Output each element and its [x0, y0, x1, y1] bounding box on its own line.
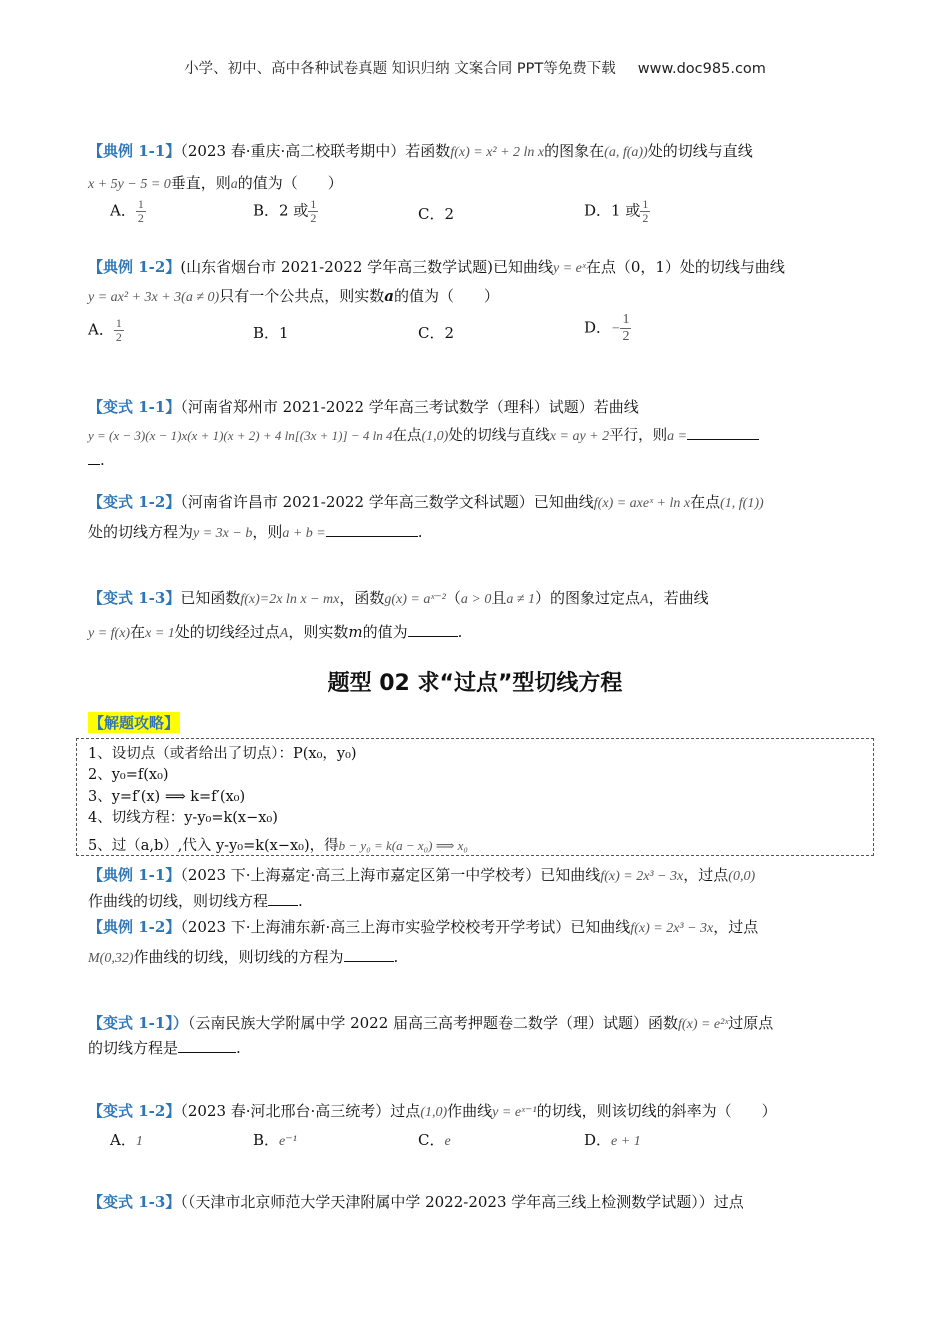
option-d[interactable]: D．e + 1 [584, 1131, 641, 1149]
option-c[interactable]: C．e [418, 1131, 451, 1149]
example-2-2-line1: 【典例 1-2】（2023 下·上海浦东新·高三上海市实验学校校考开学考试）已知曲线f(x) = 2x³ − 3x，过点 [88, 918, 759, 936]
answer-blank[interactable] [88, 450, 100, 465]
example-2-1-line1: 【典例 1-1】（2023 下·上海嘉定·高三上海市嘉定区第一中学校考）已知曲线f(x) = 2x³ − 3x，过点(0,0) [88, 866, 756, 884]
strategy-label: 【解题攻略】 [89, 714, 180, 732]
answer-blank[interactable] [687, 425, 759, 440]
variant-1-1-line3: . [88, 450, 105, 469]
example-tag: 【典例 1-1】 [88, 142, 181, 160]
answer-blank[interactable] [268, 891, 298, 906]
answer-blank[interactable] [408, 622, 458, 637]
page-header [0, 57, 950, 78]
strategy-step-1: 1、设切点（或者给出了切点）：P(x₀，y₀) [88, 746, 357, 762]
answer-blank[interactable] [178, 1038, 236, 1053]
strategy-step-4: 4、切线方程：y-y₀=k(x−x₀) [88, 810, 278, 826]
variant-1-3-line1: 【变式 1-3】已知函数f(x)=2x ln x − mx，函数g(x) = aˣ⁻²（a > 0且a ≠ 1）的图象过定点A，若曲线 [88, 589, 709, 607]
fraction: $\frac{1}{2}$ [642, 197, 649, 225]
strategy-step-2: 2、y₀=f(x₀) [88, 767, 169, 783]
strategy-step-3: 3、y=f′(x) ⟹ k=f′(x₀) [88, 789, 246, 805]
example-1-1-line2: x + 5y − 5 = 0垂直，则a的值为（ ） [88, 174, 343, 192]
variant-2-1-line2: 的切线方程是 . [88, 1039, 241, 1057]
variant-2-3-line1: 【变式 1-3】（（天津市北京师范大学天津附属中学 2022-2023 学年高三线上检测数学试题））过点 [88, 1193, 744, 1211]
example-1-1-line1: 【典例 1-1】（2023 春·重庆·高二校联考期中）若函数f(x) = x² + 2 ln x的图象在(a, f(a))处的切线与直线 [88, 142, 753, 160]
variant-1-2-line1: 【变式 1-2】（河南省许昌市 2021-2022 学年高三数学文科试题）已知曲线f(x) = axeˣ + ln x在点(1, f(1)) [88, 493, 764, 511]
fraction: $\frac{1}{2}$ [137, 197, 144, 225]
strategy-step-5: 5、过（a,b）,代入 y-y₀=k(x−x₀)，得b − y₀ = k(a − x₀) ⟹ x₀ [88, 838, 468, 854]
option-b[interactable]: B．2 或 $\frac{1}{2}$ [253, 197, 317, 225]
option-b[interactable]: B．e⁻¹ [253, 1131, 297, 1149]
header-url[interactable]: www.doc985.com [637, 61, 766, 77]
option-c[interactable]: C．2 [418, 205, 455, 223]
variant-2-1-line1: 【变式 1-1】）（云南民族大学附属中学 2022 届高三高考押题卷二数学（理）试题）函数f(x) = e²ˣ过原点 [88, 1014, 774, 1032]
fraction: $\frac{1}{2}$ [115, 316, 122, 344]
variant-1-3-line2: y = f(x)在x = 1处的切线经过点A，则实数m的值为 . [88, 623, 463, 641]
option-a[interactable]: A．1 [110, 1131, 143, 1149]
example-1-2-line1: 【典例 1-2】(山东省烟台市 2021-2022 学年高三数学试题)已知曲线y = eˣ在点（0，1）处的切线与曲线 [88, 258, 785, 276]
section-title: 题型 02 求“过点”型切线方程 [327, 671, 623, 696]
example-1-2-line2: y = ax² + 3x + 3(a ≠ 0)只有一个公共点，则实数a的值为（ ） [88, 287, 499, 305]
variant-1-2-line2: 处的切线方程为y = 3x − b，则a + b = . [88, 523, 423, 541]
example-2-2-line2: M(0,32)作曲线的切线，则切线的方程为 . [88, 948, 399, 966]
variant-1-1-line1: 【变式 1-1】（河南省郑州市 2021-2022 学年高三考试数学（理科）试题）若曲线 [88, 398, 639, 416]
answer-blank[interactable] [326, 522, 418, 537]
header-text: 小学、初中、高中各种试卷真题 知识归纳 文案合同 PPT等免费下载 [184, 61, 616, 77]
option-b[interactable]: B．1 [253, 324, 289, 342]
answer-blank[interactable] [344, 947, 394, 962]
option-c[interactable]: C．2 [418, 324, 455, 342]
option-d[interactable]: D．1 或 $\frac{1}{2}$ [584, 197, 649, 225]
option-a[interactable]: A． $\frac{1}{2}$ [110, 197, 144, 225]
variant-2-2-line1: 【变式 1-2】（2023 春·河北邢台·高三统考）过点(1,0)作曲线y = eˣ⁻¹的切线，则该切线的斜率为（ ） [88, 1102, 777, 1120]
fraction: $\frac{1}{2}$ [622, 312, 630, 344]
variant-1-1-line2: y = (x − 3)(x − 1)x(x + 1)(x + 2) + 4 ln[(3x + 1)] − 4 ln 4在点(1,0)处的切线与直线x = ay + 2平行，则a = [88, 424, 759, 445]
option-d[interactable]: D．− $\frac{1}{2}$ [584, 312, 630, 344]
example-2-1-line2: 作曲线的切线，则切线方程 . [88, 892, 303, 910]
fraction: $\frac{1}{2}$ [310, 197, 317, 225]
option-a[interactable]: A． $\frac{1}{2}$ [88, 316, 122, 344]
